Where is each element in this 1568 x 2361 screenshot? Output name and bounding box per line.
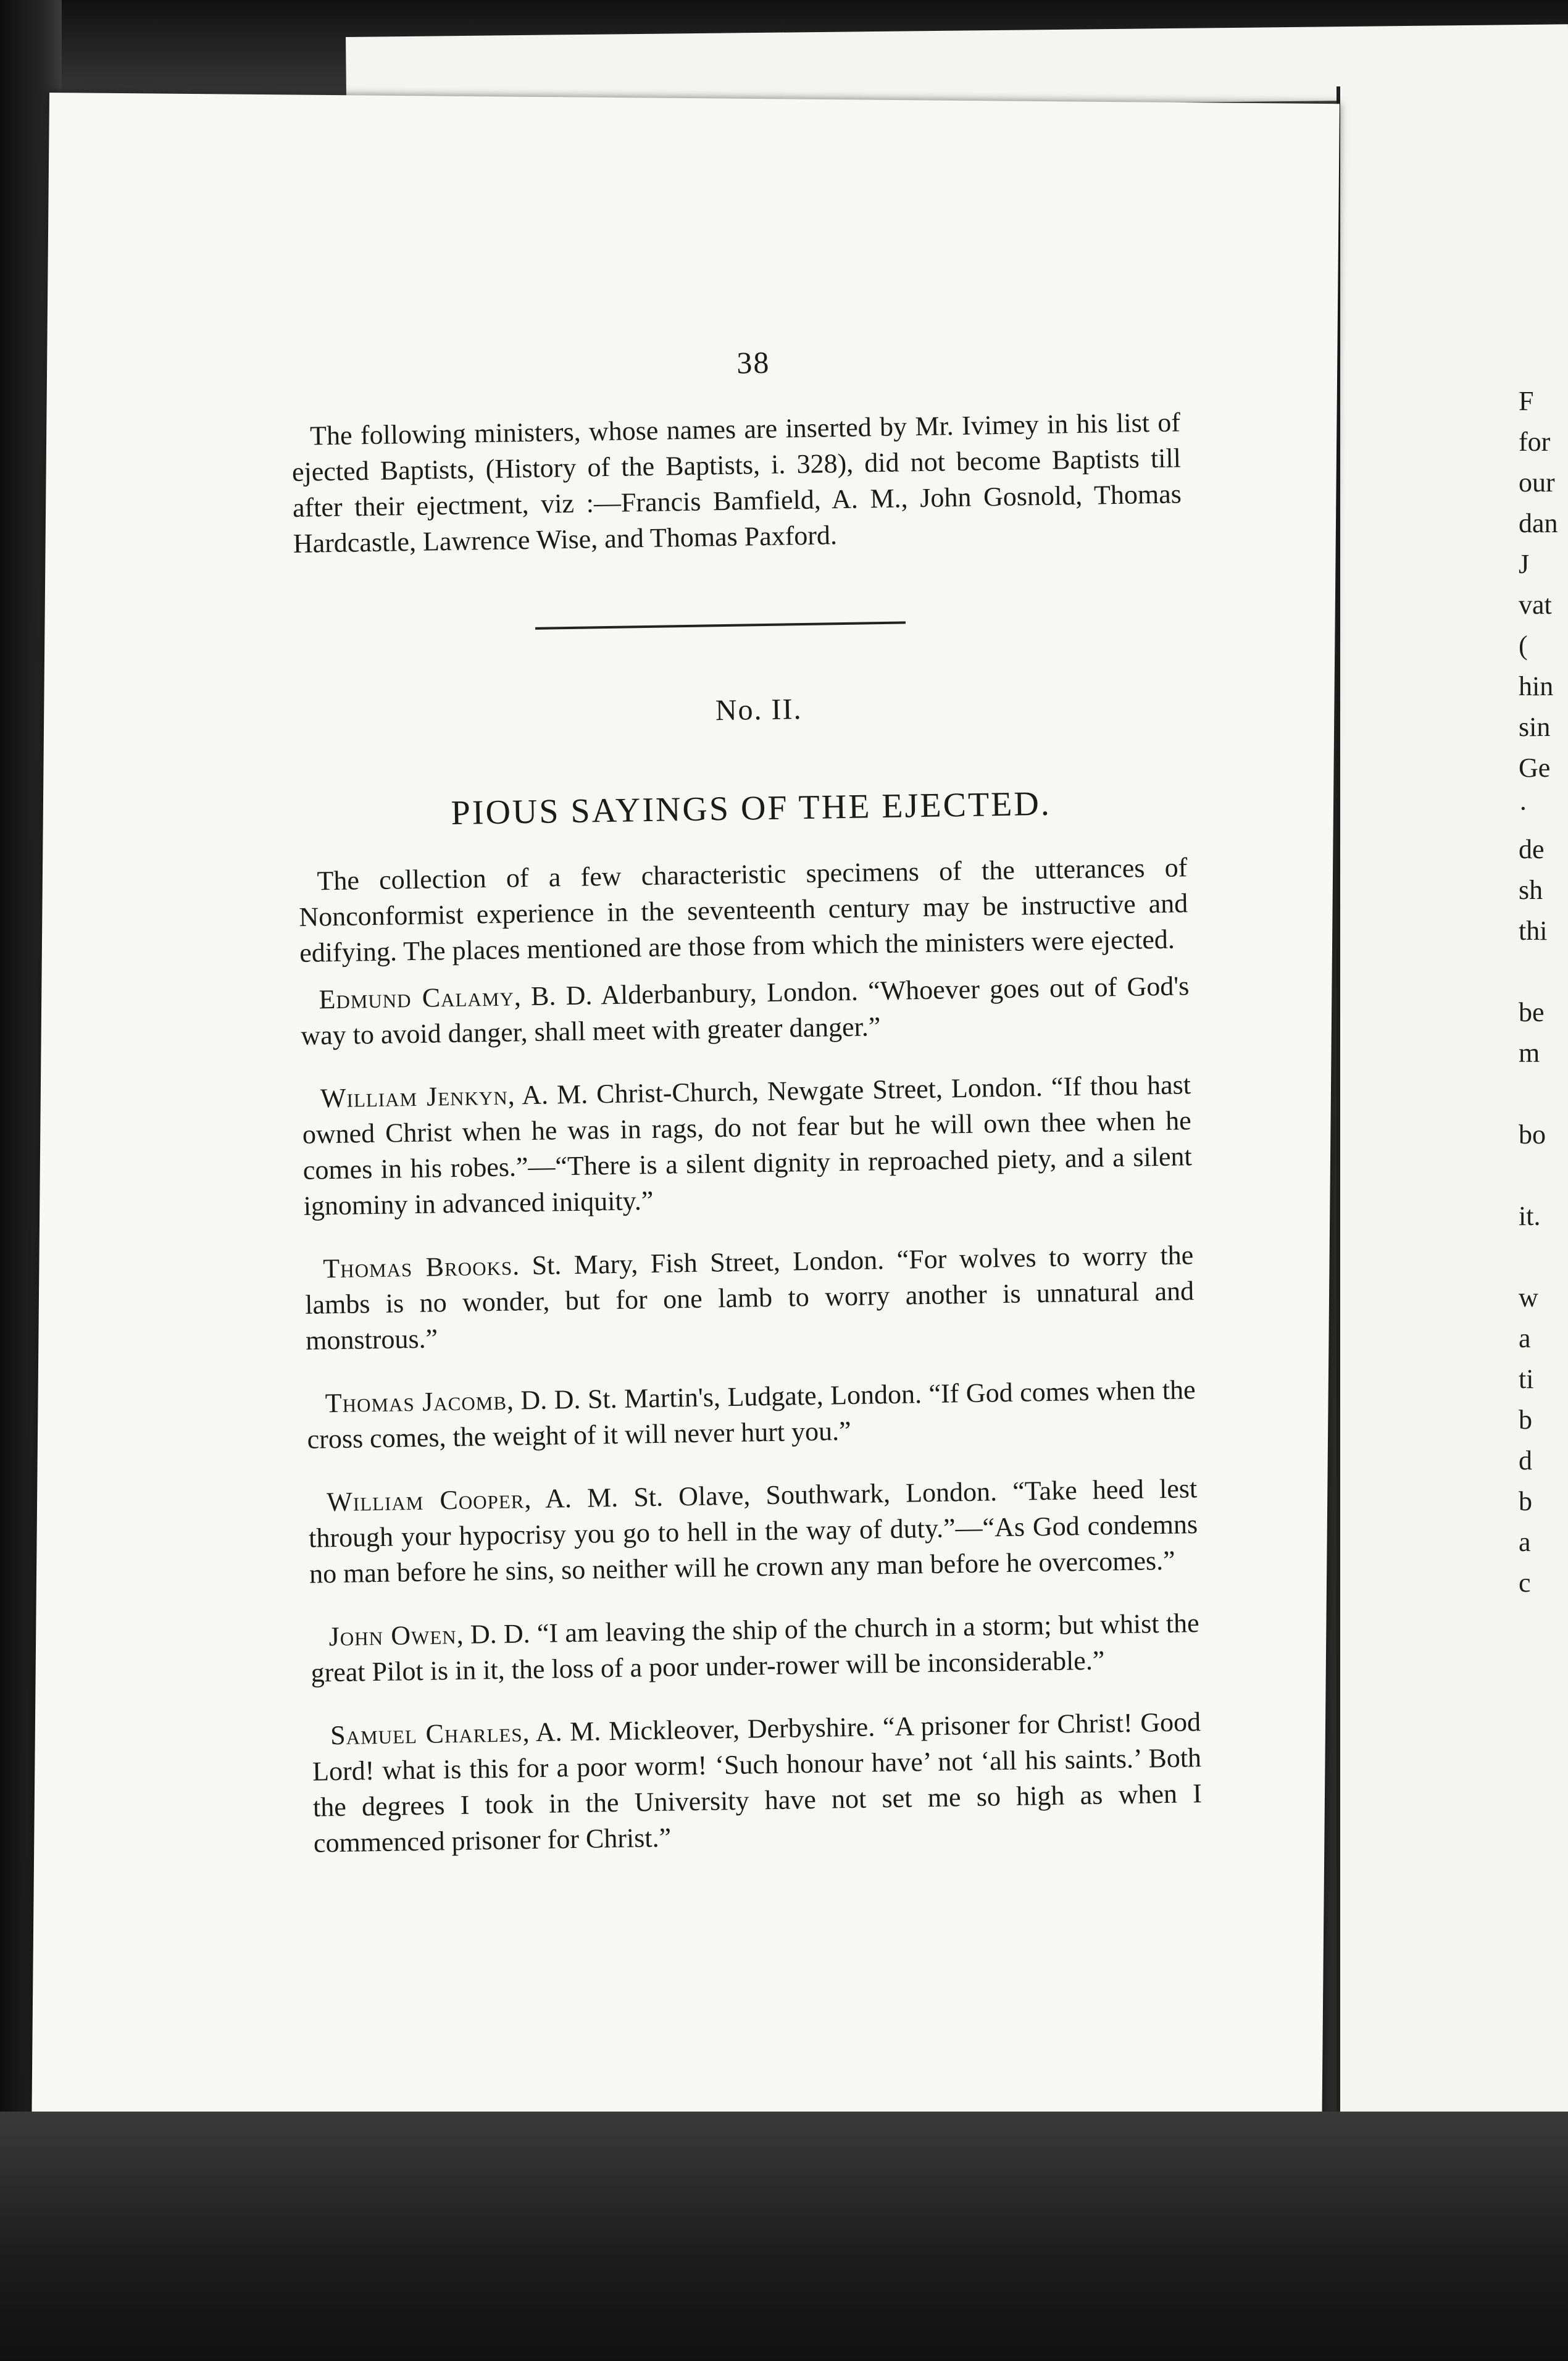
facing-page-fragment: hin [1519,671,1554,701]
intro-paragraph: The following ministers, whose names are inserted by Mr. Ivimey in his list of ejected Baptists, (History of the Baptists, i. 328), did not become Baptists till after their ejectment, viz :—Francis Bamfield, A. M., John Gosnold, Thomas Hardcastle, Lawrence Wise, and Thomas Paxford. [291,407,1182,559]
facing-page-fragment: a [1519,1323,1531,1353]
facing-page-fragment: dan [1519,508,1558,538]
facing-page-fragment: c [1519,1568,1531,1598]
minister-name: Thomas Jacomb [325,1385,507,1419]
section-intro-paragraph: The collection of a few characteristic specimens of the utterances of Nonconformist experience in the seventeenth century may be instructive and edifying. The places mentioned are those from which the ministers were ejected. [298,852,1188,968]
section-title: PIOUS SAYINGS OF THE EJECTED. [451,784,1052,832]
saying-entry [302,1067,1193,1224]
minister-name: William Jenkyn [320,1080,508,1114]
saying-text: , A. M. Christ-Church, Newgate Street, London. “If thou hast owned Christ when he was in rags, do not fear but he will own thee when he comes in his robes.”—“There is a silent dignity in reproached piety, and a silent ignominy in advanced iniquity.” [302,1069,1193,1221]
facing-page-fragment [1519,1239,1568,1279]
saying-entry [304,1237,1195,1359]
facing-page-fragment: sin [1519,712,1551,742]
saying-text: , A. M. Mickleover, Derbyshire. “A prisoner for Christ! Good Lord! what is this for a poor worm! ‘Such honour have’ not ‘all his saints.’ Both the degrees I took in the University have not set me so high as when I commenced prisoner for Christ.” [312,1707,1203,1858]
facing-page-fragment: ( [1519,630,1528,661]
facing-page-text [1519,383,1568,1605]
minister-name: William Cooper [326,1484,525,1518]
page-content [290,338,1203,1888]
facing-page-fragment: ti [1519,1364,1534,1394]
saying-entry [300,968,1190,1054]
minister-name: Samuel Charles [330,1717,523,1751]
facing-page-fragment: b [1519,1486,1532,1516]
saying-entry [312,1704,1203,1862]
facing-page-fragment: · [1519,793,1528,824]
facing-page-fragment: J [1519,549,1530,579]
page-number: 38 [736,345,770,380]
minister-name: Thomas Brooks [322,1250,513,1284]
section-divider [535,621,906,629]
facing-page-fragment: for [1519,427,1551,457]
facing-page-fragment: be [1519,997,1545,1027]
facing-page-fragment: F [1519,386,1534,416]
saying-text: , B. D. Alderbanbury, London. “Whoever goes out of God's way to avoid danger, shall meet with greater danger.” [301,971,1190,1051]
minister-name: John Owen [328,1619,457,1652]
facing-page-fragment: vat [1519,590,1552,620]
facing-page-fragment: thi [1519,916,1548,946]
facing-page-fragment: a [1519,1527,1531,1557]
saying-entry [306,1372,1196,1458]
facing-page-fragment: Ge [1519,753,1551,783]
facing-page-fragment [1519,953,1568,994]
facing-page-fragment: d [1519,1445,1532,1476]
saying-text: . St. Mary, Fish Street, London. “For wolves to worry the lambs is no wonder, but for one lamb to worry another is unnatural and monstrous.” [304,1240,1195,1356]
facing-page-fragment: w [1519,1282,1538,1313]
facing-page-fragment: sh [1519,875,1543,905]
sayings-list [300,968,1203,1861]
facing-page-fragment: m [1519,1038,1540,1068]
scanner-background-bottom [0,2112,1568,2361]
saying-entry [310,1605,1200,1691]
saying-text: , A. M. St. Olave, Southwark, London. “Take heed lest through your hypocrisy you go to hell in the way of duty.”—“As God condemns no man before he sins, so neither will he crown any man before he overcomes.” [308,1473,1198,1589]
section-number: No. II. [715,693,803,727]
facing-page-fragment: b [1519,1405,1532,1435]
facing-page-fragment: our [1519,467,1555,498]
minister-name: Edmund Calamy [319,981,515,1015]
facing-page-fragment [1519,1076,1568,1116]
facing-page-fragment: de [1519,834,1545,864]
facing-page-fragment: it. [1519,1201,1541,1231]
facing-page-fragment [1519,1157,1568,1198]
saying-text: , D. D. “I am leaving the ship of the church in a storm; but whist the great Pilot is in it, the loss of a poor under-rower will be inconsiderable.” [311,1608,1199,1688]
saying-text: , D. D. St. Martin's, Ludgate, London. “If God comes when the cross comes, the weight of it will never hurt you.” [307,1374,1196,1455]
saying-entry [308,1471,1199,1592]
facing-page-fragment: bo [1519,1119,1546,1150]
